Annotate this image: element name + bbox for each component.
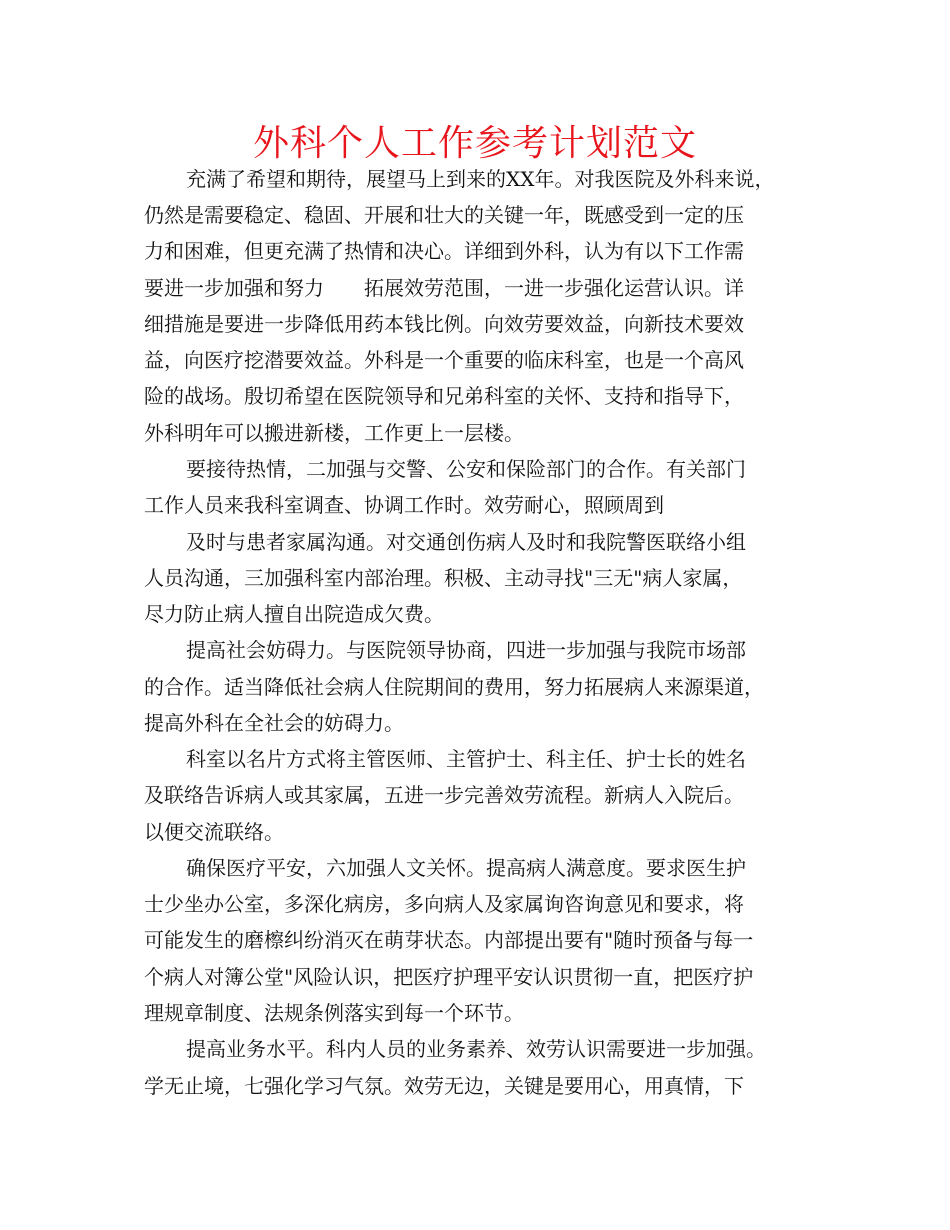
text-line: 益，向医疗挖潜要效益。外科是一个重要的临床科室，也是一个高风 xyxy=(144,348,744,372)
text-line: 外科明年可以搬进新楼，工作更上一层楼。 xyxy=(144,421,524,445)
text-line: 士少坐办公室，多深化病房，多向病人及家属询咨询意见和要求，将 xyxy=(144,892,744,916)
text-line: 险的战场。殷切希望在医院领导和兄弟科室的关怀、支持和指导下， xyxy=(144,384,744,408)
text-line: 提高业务水平。科内人员的业务素养、效劳认识需要进一步加强。 xyxy=(186,1037,766,1061)
text-line: 及时与患者家属沟通。对交通创伤病人及时和我院警医联络小组 xyxy=(186,530,746,554)
text-line: 以便交流联络。 xyxy=(144,820,284,844)
text-line: 提高社会妨碍力。与医院领导协商，四进一步加强与我院市场部 xyxy=(186,638,746,662)
text-line: 充满了希望和期待，展望马上到来的XX年。对我医院及外科来说， xyxy=(186,167,775,191)
text-line: 力和困难，但更充满了热情和决心。详细到外科，认为有以下工作需 xyxy=(144,239,744,263)
text-line: 提高外科在全社会的妨碍力。 xyxy=(144,711,404,735)
text-line: 人员沟通，三加强科室内部治理。积极、主动寻找"三无"病人家属， xyxy=(144,566,743,590)
text-line: 的合作。适当降低社会病人住院期间的费用，努力拓展病人来源渠道， xyxy=(144,675,764,699)
text-line: 仍然是需要稳定、稳固、开展和壮大的关键一年，既感受到一定的压 xyxy=(144,203,744,227)
text-line: 要进一步加强和努力 拓展效劳范围，一进一步强化运营认识。详 xyxy=(144,276,744,300)
text-line: 工作人员来我科室调查、协调工作时。效劳耐心，照顾周到 xyxy=(144,493,664,517)
text-line: 要接待热情，二加强与交警、公安和保险部门的合作。有关部门 xyxy=(186,457,746,481)
text-line: 理规章制度、法规条例落实到每一个环节。 xyxy=(144,1001,524,1025)
text-line: 科室以名片方式将主管医师、主管护士、科主任、护士长的姓名 xyxy=(186,747,746,771)
text-line: 学无止境，七强化学习气氛。效劳无边，关键是要用心，用真情，下 xyxy=(144,1074,744,1098)
text-line: 可能发生的磨檫纠纷消灭在萌芽状态。内部提出要有"随时预备与每一 xyxy=(144,928,754,952)
text-line: 细措施是要进一步降低用药本钱比例。向效劳要效益，向新技术要效 xyxy=(144,312,744,336)
text-line: 及联络告诉病人或其家属，五进一步完善效劳流程。新病人入院后。 xyxy=(144,783,744,807)
text-line: 尽力防止病人擅自出院造成欠费。 xyxy=(144,602,444,626)
text-line: 确保医疗平安，六加强人文关怀。提高病人满意度。要求医生护 xyxy=(186,856,746,880)
text-line: 个病人对簿公堂"风险认识，把医疗护理平安认识贯彻一直，把医疗护 xyxy=(144,965,754,989)
document-title: 外科个人工作参考计划范文 xyxy=(252,123,697,164)
